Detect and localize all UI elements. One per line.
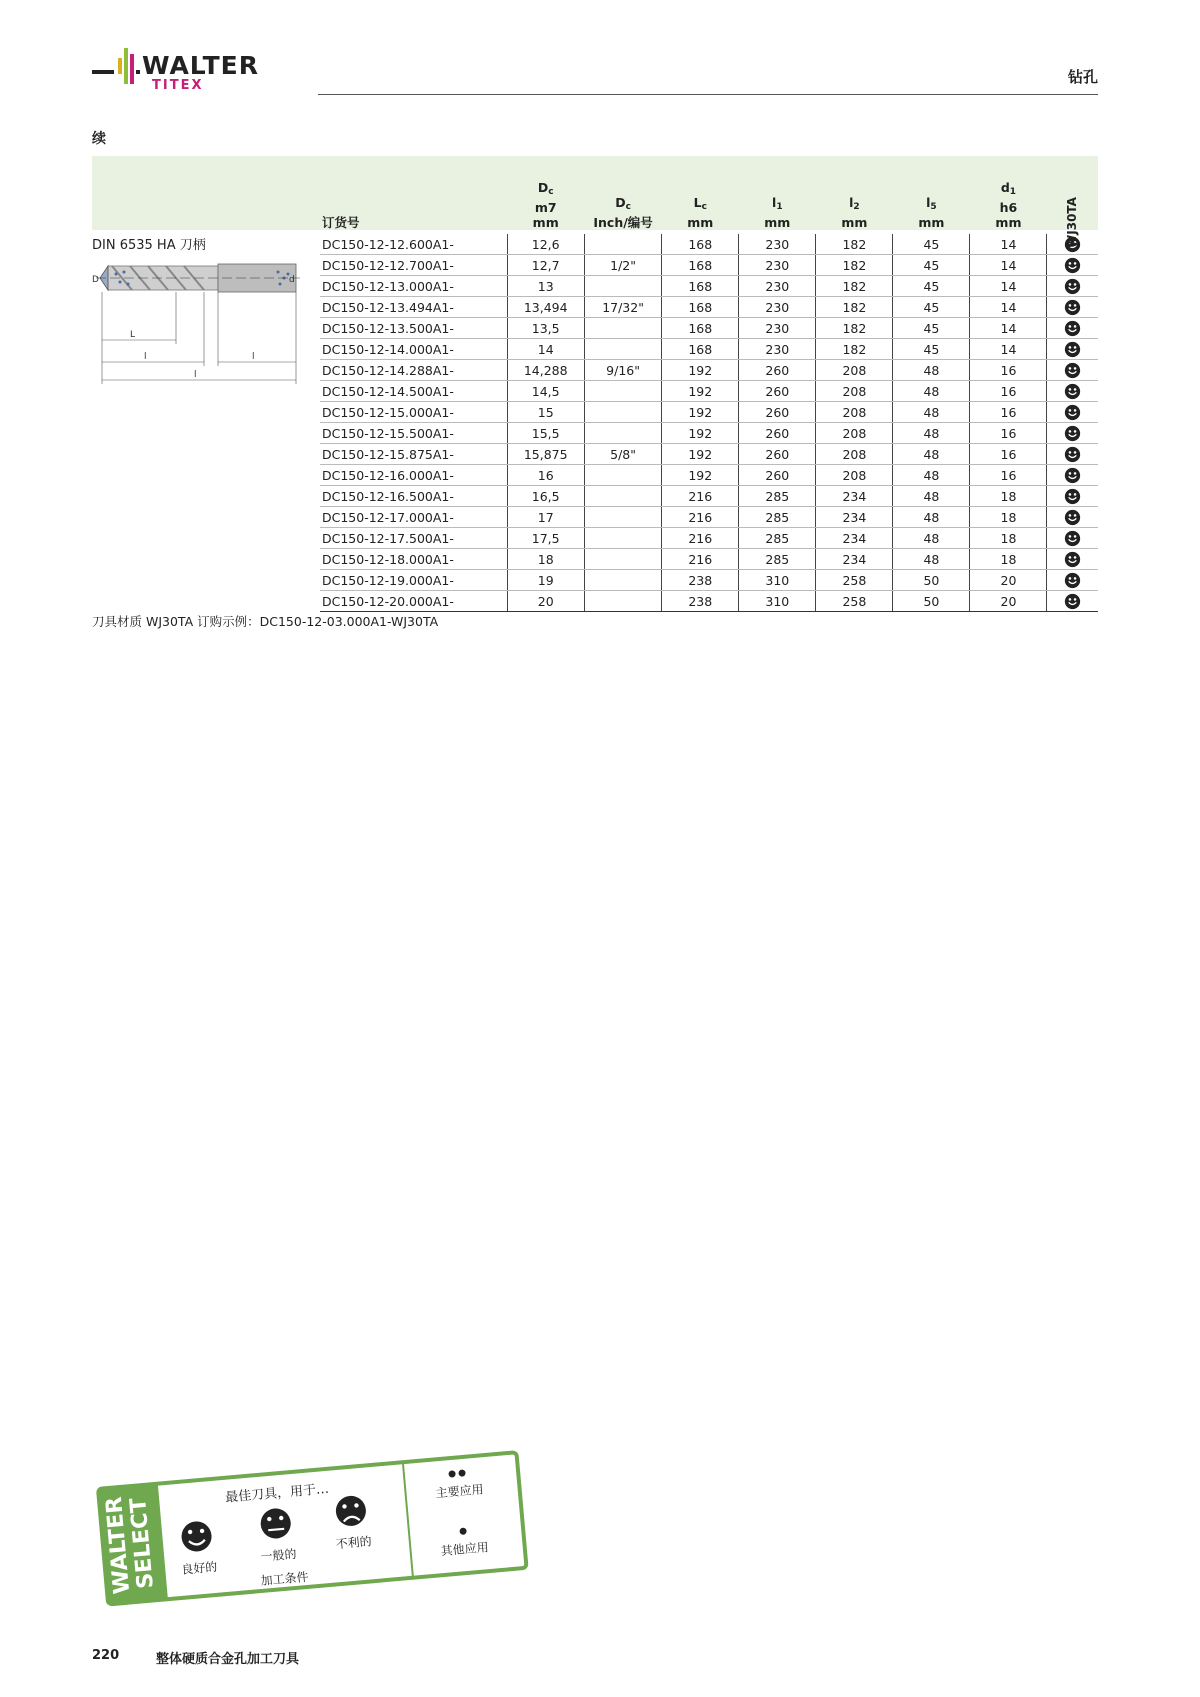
col-l5-unit: mm (918, 215, 945, 230)
badge-good: 良好的 (180, 1559, 218, 1577)
cell-l2: 208 (816, 444, 893, 465)
cell-d1: 14 (970, 276, 1047, 297)
cell-l5: 50 (893, 591, 970, 612)
cell-lc: 192 (662, 360, 739, 381)
drill-drawing (92, 254, 302, 516)
good-face-icon (1047, 486, 1098, 507)
col-d1-tol: h6 (999, 200, 1018, 215)
cell-l2: 182 (816, 318, 893, 339)
cell-order-no: DC150-12-12.600A1- (320, 234, 507, 255)
cell-lc: 192 (662, 444, 739, 465)
order-footnote: 刀具材质 WJ30TA 订购示例：DC150-12-03.000A1-WJ30TA (92, 614, 439, 629)
cell-l2: 182 (816, 297, 893, 318)
cell-l1: 260 (739, 402, 816, 423)
cell-order-no: DC150-12-15.875A1- (320, 444, 507, 465)
table-row (320, 381, 1098, 402)
table-row (320, 423, 1098, 444)
col-grade (1047, 156, 1098, 248)
cell-l2: 208 (816, 465, 893, 486)
cell-dc-inch (584, 570, 661, 591)
cell-l5: 48 (893, 465, 970, 486)
table-row (320, 255, 1098, 276)
dim-l5: l (252, 352, 255, 362)
cell-l5: 45 (893, 255, 970, 276)
col-d1-unit: mm (995, 215, 1022, 230)
continued-label: 续 (92, 131, 106, 147)
table-row (320, 507, 1098, 528)
cell-order-no: DC150-12-16.500A1- (320, 486, 507, 507)
cell-d1: 16 (970, 381, 1047, 402)
cell-l1: 260 (739, 465, 816, 486)
cell-dc: 14 (507, 339, 584, 360)
dim-d1: d (289, 275, 295, 285)
cell-d1: 14 (970, 297, 1047, 318)
table-row (320, 297, 1098, 318)
table-row (320, 549, 1098, 570)
cell-d1: 18 (970, 549, 1047, 570)
col-l1-sym: l (772, 195, 777, 210)
cell-l5: 48 (893, 423, 970, 444)
cell-l1: 230 (739, 234, 816, 255)
good-face-icon (1047, 549, 1098, 570)
cell-dc-inch (584, 381, 661, 402)
cell-lc: 192 (662, 381, 739, 402)
cell-l1: 310 (739, 591, 816, 612)
cell-l5: 48 (893, 402, 970, 423)
cell-order-no: DC150-12-14.288A1- (320, 360, 507, 381)
cell-d1: 18 (970, 486, 1047, 507)
col-l5 (893, 156, 970, 234)
cell-d1: 20 (970, 570, 1047, 591)
good-face-icon (1047, 297, 1098, 318)
cell-dc-inch (584, 465, 661, 486)
table-row (320, 570, 1098, 591)
cell-dc: 12,7 (507, 255, 584, 276)
col-lc-unit: mm (687, 215, 714, 230)
table-row (320, 234, 1098, 255)
good-face-icon (1047, 423, 1098, 444)
cell-d1: 16 (970, 444, 1047, 465)
cell-l1: 230 (739, 276, 816, 297)
cell-l1: 260 (739, 423, 816, 444)
cell-l5: 48 (893, 486, 970, 507)
section-title: 钻孔 (1067, 68, 1098, 86)
col-l1-sub: 1 (776, 202, 783, 212)
col-l2 (816, 156, 893, 234)
col-d1-sub: 1 (1009, 187, 1017, 197)
badge-bad: 不利的 (335, 1534, 373, 1552)
cell-l5: 45 (893, 234, 970, 255)
cell-l5: 45 (893, 318, 970, 339)
col-grade-label: WJ30TA (1064, 197, 1079, 248)
cell-dc: 13 (507, 276, 584, 297)
cell-l2: 208 (816, 381, 893, 402)
cell-lc: 238 (662, 591, 739, 612)
header-rule (318, 94, 1098, 95)
cell-order-no: DC150-12-14.000A1- (320, 339, 507, 360)
cell-lc: 192 (662, 465, 739, 486)
cell-l1: 230 (739, 255, 816, 276)
table-row (320, 486, 1098, 507)
walter-select-badge (96, 1440, 536, 1610)
cell-dc-inch (584, 591, 661, 612)
cell-l5: 48 (893, 549, 970, 570)
cell-l5: 48 (893, 528, 970, 549)
cell-order-no: DC150-12-13.500A1- (320, 318, 507, 339)
cell-l1: 230 (739, 339, 816, 360)
good-face-icon (1047, 255, 1098, 276)
cell-l1: 285 (739, 549, 816, 570)
cell-dc: 15,5 (507, 423, 584, 444)
table-row (320, 339, 1098, 360)
cell-l2: 182 (816, 339, 893, 360)
table-row (320, 402, 1098, 423)
table-row (320, 465, 1098, 486)
col-dc-inch (584, 156, 661, 234)
col-dc-tol: m7 (534, 200, 557, 215)
cell-l1: 260 (739, 444, 816, 465)
cell-d1: 14 (970, 234, 1047, 255)
good-face-icon (1047, 507, 1098, 528)
cell-d1: 18 (970, 507, 1047, 528)
cell-dc-inch (584, 276, 661, 297)
cell-d1: 14 (970, 318, 1047, 339)
cell-dc: 13,494 (507, 297, 584, 318)
walter-titex-logo (92, 44, 302, 104)
cell-d1: 16 (970, 402, 1047, 423)
cell-l2: 234 (816, 507, 893, 528)
col-dc-unit: mm (532, 215, 559, 230)
good-face-icon (1047, 444, 1098, 465)
col-dc-inch-sub: c (625, 202, 631, 212)
cell-order-no: DC150-12-16.000A1- (320, 465, 507, 486)
table-row (320, 444, 1098, 465)
cell-lc: 216 (662, 549, 739, 570)
cell-dc: 15 (507, 402, 584, 423)
logo-sub: TITEX (152, 78, 204, 93)
good-face-icon (1047, 360, 1098, 381)
cell-dc: 19 (507, 570, 584, 591)
col-order-no: 订货号 (322, 215, 360, 230)
col-l2-sym: l (849, 195, 854, 210)
cell-order-no: DC150-12-14.500A1- (320, 381, 507, 402)
col-d1-sym: d (1000, 180, 1010, 195)
cell-dc-inch (584, 528, 661, 549)
good-face-icon (1047, 276, 1098, 297)
cell-dc-inch (584, 234, 661, 255)
col-d1 (970, 156, 1047, 234)
cell-dc-inch (584, 339, 661, 360)
cell-dc: 18 (507, 549, 584, 570)
cell-d1: 16 (970, 465, 1047, 486)
cell-l2: 234 (816, 549, 893, 570)
good-face-icon (1047, 570, 1098, 591)
cell-dc-inch: 17/32" (584, 297, 661, 318)
cell-lc: 168 (662, 318, 739, 339)
cell-dc: 17,5 (507, 528, 584, 549)
cell-dc: 12,6 (507, 234, 584, 255)
cell-lc: 238 (662, 570, 739, 591)
cell-d1: 14 (970, 339, 1047, 360)
good-face-icon (1047, 465, 1098, 486)
col-dc-sym: D (537, 180, 549, 195)
cell-dc-inch: 1/2" (584, 255, 661, 276)
col-l1-unit: mm (764, 215, 791, 230)
cell-l2: 258 (816, 570, 893, 591)
cell-order-no: DC150-12-17.500A1- (320, 528, 507, 549)
cell-l2: 208 (816, 360, 893, 381)
cell-lc: 192 (662, 402, 739, 423)
cell-l1: 260 (739, 381, 816, 402)
cell-l5: 45 (893, 339, 970, 360)
cell-dc: 20 (507, 591, 584, 612)
badge-medium: 一般的 (259, 1546, 298, 1564)
cell-l1: 310 (739, 570, 816, 591)
cell-order-no: DC150-12-15.000A1- (320, 402, 507, 423)
product-table (320, 156, 1098, 612)
col-l5-sym: l (926, 195, 931, 210)
badge-best-for: 最佳刀具，用于… (224, 1481, 330, 1506)
cell-l2: 234 (816, 528, 893, 549)
col-l2-unit: mm (841, 215, 868, 230)
cell-lc: 168 (662, 339, 739, 360)
cell-l5: 45 (893, 297, 970, 318)
table-row (320, 318, 1098, 339)
good-face-icon (1047, 528, 1098, 549)
cell-lc: 168 (662, 234, 739, 255)
col-dc-inch-unit: Inch/编号 (593, 215, 653, 230)
table-row (320, 276, 1098, 297)
table-row (320, 591, 1098, 612)
cell-order-no: DC150-12-18.000A1- (320, 549, 507, 570)
cell-l1: 260 (739, 360, 816, 381)
cell-l1: 285 (739, 507, 816, 528)
col-lc-sym: L (693, 195, 702, 210)
cell-lc: 168 (662, 276, 739, 297)
table-body (320, 234, 1098, 612)
cell-order-no: DC150-12-13.000A1- (320, 276, 507, 297)
badge-other-app: 其他应用 (440, 1540, 490, 1559)
cell-dc: 17 (507, 507, 584, 528)
cell-lc: 192 (662, 423, 739, 444)
cell-l2: 182 (816, 234, 893, 255)
cell-l1: 285 (739, 486, 816, 507)
cell-l5: 48 (893, 444, 970, 465)
cell-l1: 230 (739, 297, 816, 318)
cell-l2: 208 (816, 423, 893, 444)
cell-dc: 14,5 (507, 381, 584, 402)
col-l1 (739, 156, 816, 234)
cell-dc-inch (584, 507, 661, 528)
cell-order-no: DC150-12-12.700A1- (320, 255, 507, 276)
dim-l2: l (144, 352, 147, 362)
cell-l1: 285 (739, 528, 816, 549)
cell-dc-inch: 9/16" (584, 360, 661, 381)
cell-lc: 216 (662, 486, 739, 507)
table-row (320, 360, 1098, 381)
dim-l1: l (194, 370, 197, 380)
dim-dc: D (92, 275, 99, 285)
cell-l2: 182 (816, 276, 893, 297)
tool-caption: DIN 6535 HA 刀柄 (92, 238, 206, 253)
good-face-icon (1047, 381, 1098, 402)
table-row (320, 528, 1098, 549)
cell-l2: 182 (816, 255, 893, 276)
cell-lc: 216 (662, 507, 739, 528)
table-header-row (320, 156, 1098, 234)
good-face-icon (1047, 339, 1098, 360)
cell-dc-inch: 5/8" (584, 444, 661, 465)
col-lc-sub: c (701, 202, 707, 212)
col-l2-sub: 2 (853, 202, 860, 212)
cell-dc: 16 (507, 465, 584, 486)
cell-d1: 18 (970, 528, 1047, 549)
cell-l1: 230 (739, 318, 816, 339)
cell-d1: 16 (970, 423, 1047, 444)
badge-brand-2: SELECT (126, 1496, 159, 1590)
cell-dc-inch (584, 402, 661, 423)
cell-dc-inch (584, 549, 661, 570)
page-number: 220 (92, 1648, 120, 1663)
cell-order-no: DC150-12-20.000A1- (320, 591, 507, 612)
good-face-icon (1047, 318, 1098, 339)
good-face-icon (1047, 402, 1098, 423)
col-l5-sub: 5 (930, 202, 937, 212)
col-dc-sub: c (548, 187, 554, 197)
cell-dc-inch (584, 486, 661, 507)
cell-order-no: DC150-12-19.000A1- (320, 570, 507, 591)
cell-l2: 258 (816, 591, 893, 612)
cell-order-no: DC150-12-15.500A1- (320, 423, 507, 444)
dim-lc: L (130, 330, 136, 340)
cell-dc: 13,5 (507, 318, 584, 339)
cell-lc: 216 (662, 528, 739, 549)
cell-l5: 48 (893, 360, 970, 381)
good-face-icon (1047, 591, 1098, 612)
badge-conditions: 加工条件 (260, 1569, 310, 1589)
cell-dc: 15,875 (507, 444, 584, 465)
col-lc (662, 156, 739, 234)
cell-l5: 48 (893, 507, 970, 528)
col-dc-inch-sym: D (615, 195, 626, 210)
cell-d1: 20 (970, 591, 1047, 612)
cell-lc: 168 (662, 297, 739, 318)
cell-order-no: DC150-12-13.494A1- (320, 297, 507, 318)
cell-d1: 14 (970, 255, 1047, 276)
footer-title: 整体硬质合金孔加工刀具 (156, 1652, 300, 1667)
logo-word: WALTER (142, 51, 259, 80)
badge-brand-1: WALTER (101, 1495, 136, 1596)
cell-l5: 45 (893, 276, 970, 297)
cell-lc: 168 (662, 255, 739, 276)
cell-dc-inch (584, 423, 661, 444)
cell-order-no: DC150-12-17.000A1- (320, 507, 507, 528)
cell-l2: 208 (816, 402, 893, 423)
cell-dc-inch (584, 318, 661, 339)
cell-l2: 234 (816, 486, 893, 507)
col-dc (507, 156, 584, 234)
cell-d1: 16 (970, 360, 1047, 381)
cell-l5: 48 (893, 381, 970, 402)
badge-main-app: 主要应用 (435, 1482, 485, 1501)
cell-l5: 50 (893, 570, 970, 591)
cell-dc: 16,5 (507, 486, 584, 507)
cell-dc: 14,288 (507, 360, 584, 381)
